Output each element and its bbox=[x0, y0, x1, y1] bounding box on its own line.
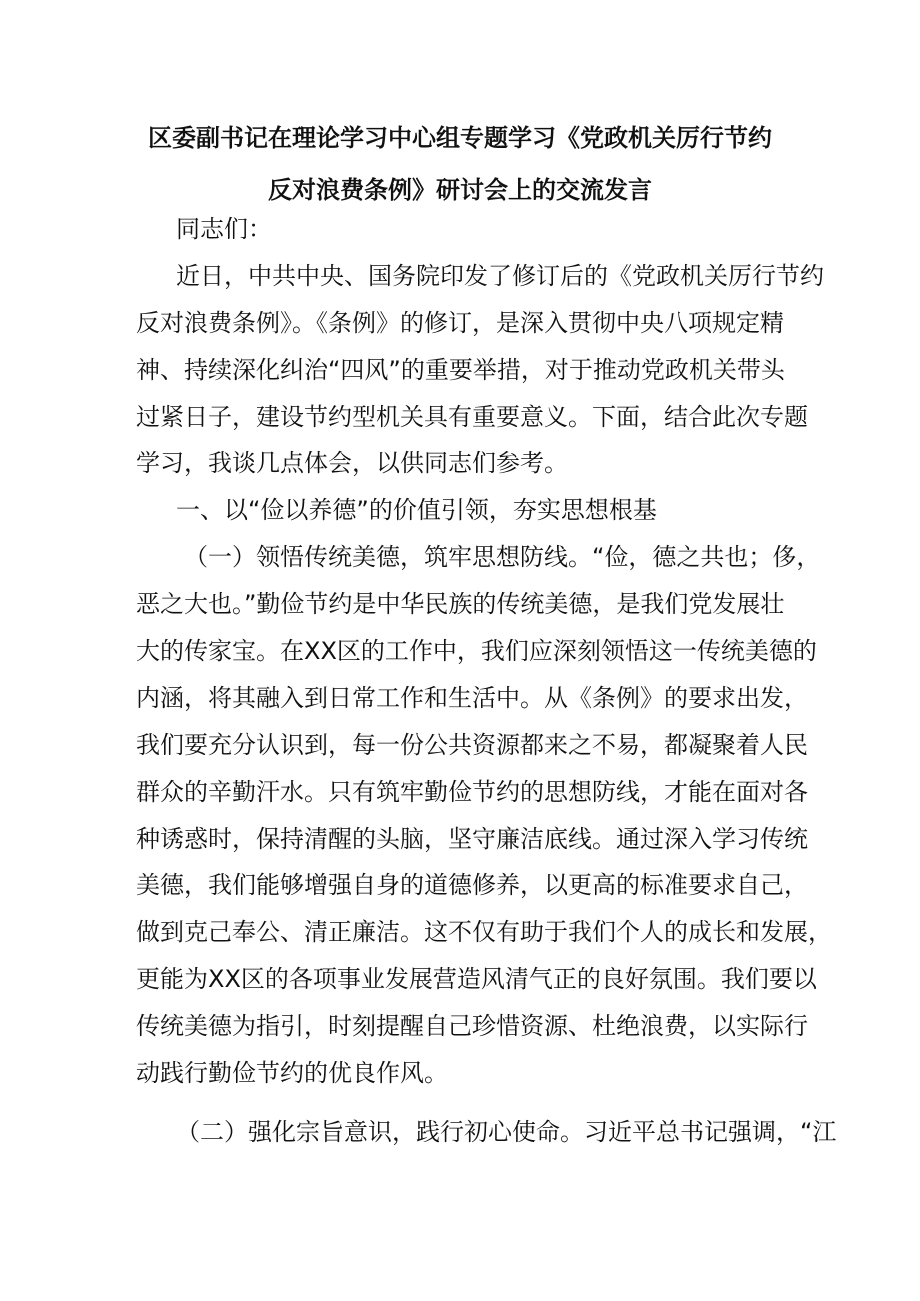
paragraph-intro-line: 近日，中共中央、国务院印发了修订后的《党政机关厉行节约 bbox=[176, 261, 824, 290]
paragraph-intro-line: 神、持续深化纠治“四风”的重要举措，对于推动党政机关带头 bbox=[136, 355, 785, 384]
paragraph-1-line: 大的传家宝。在XX区的工作中，我们应深刻领悟这一传统美德的 bbox=[136, 637, 817, 666]
paragraph-1-line: 动践行勤俭节约的优良作风。 bbox=[136, 1059, 448, 1088]
paragraph-1-line: 做到克己奉公、清正廉洁。这不仅有助于我们个人的成长和发展， bbox=[136, 918, 832, 947]
paragraph-2-line: （二）强化宗旨意识，践行初心使命。习近平总书记强调，“江 bbox=[176, 1117, 837, 1146]
paragraph-1-line: 恶之大也。”勤俭节约是中华民族的传统美德，是我们党发展壮 bbox=[136, 590, 785, 619]
paragraph-1-line: 传统美德为指引，时刻提醒自己珍惜资源、杜绝浪费，以实际行 bbox=[136, 1012, 808, 1041]
paragraph-1-line: （一）领悟传统美德，筑牢思想防线。“俭，德之共也；侈， bbox=[184, 543, 821, 572]
paragraph-gap bbox=[136, 1097, 816, 1109]
paragraph-1-line: 美德，我们能够增强自身的道德修养，以更高的标准要求自己， bbox=[136, 871, 808, 900]
paragraph-1-line: 群众的辛勤汗水。只有筑牢勤俭节约的思想防线，才能在面对各 bbox=[136, 777, 808, 806]
document-title-line-2: 反对浪费条例》研讨会上的交流发言 bbox=[268, 175, 652, 204]
salutation: 同志们： bbox=[176, 215, 272, 243]
section-heading-1: 一、以“俭以养德”的价值引领，夯实思想根基 bbox=[176, 496, 657, 525]
paragraph-1-line: 我们要充分认识到，每一份公共资源都来之不易，都凝聚着人民 bbox=[136, 730, 808, 759]
paragraph-intro-line: 学习，我谈几点体会，以供同志们参考。 bbox=[136, 449, 568, 478]
paragraph-intro-line: 过紧日子，建设节约型机关具有重要意义。下面，结合此次专题 bbox=[136, 402, 808, 431]
paragraph-intro-line: 反对浪费条例》。《条例》的修订，是深入贯彻中央八项规定精 bbox=[136, 308, 784, 337]
document-title-line-1: 区委副书记在理论学习中心组专题学习《党政机关厉行节约 bbox=[148, 123, 772, 152]
paragraph-1-line: 内涵，将其融入到日常工作和生活中。从《条例》的要求出发， bbox=[136, 683, 808, 712]
paragraph-1-line: 种诱惑时，保持清醒的头脑，坚守廉洁底线。通过深入学习传统 bbox=[136, 824, 808, 853]
document-body bbox=[136, 206, 837, 1156]
paragraph-1-line: 更能为XX区的各项事业发展营造风清气正的良好氛围。我们要以 bbox=[136, 965, 817, 994]
